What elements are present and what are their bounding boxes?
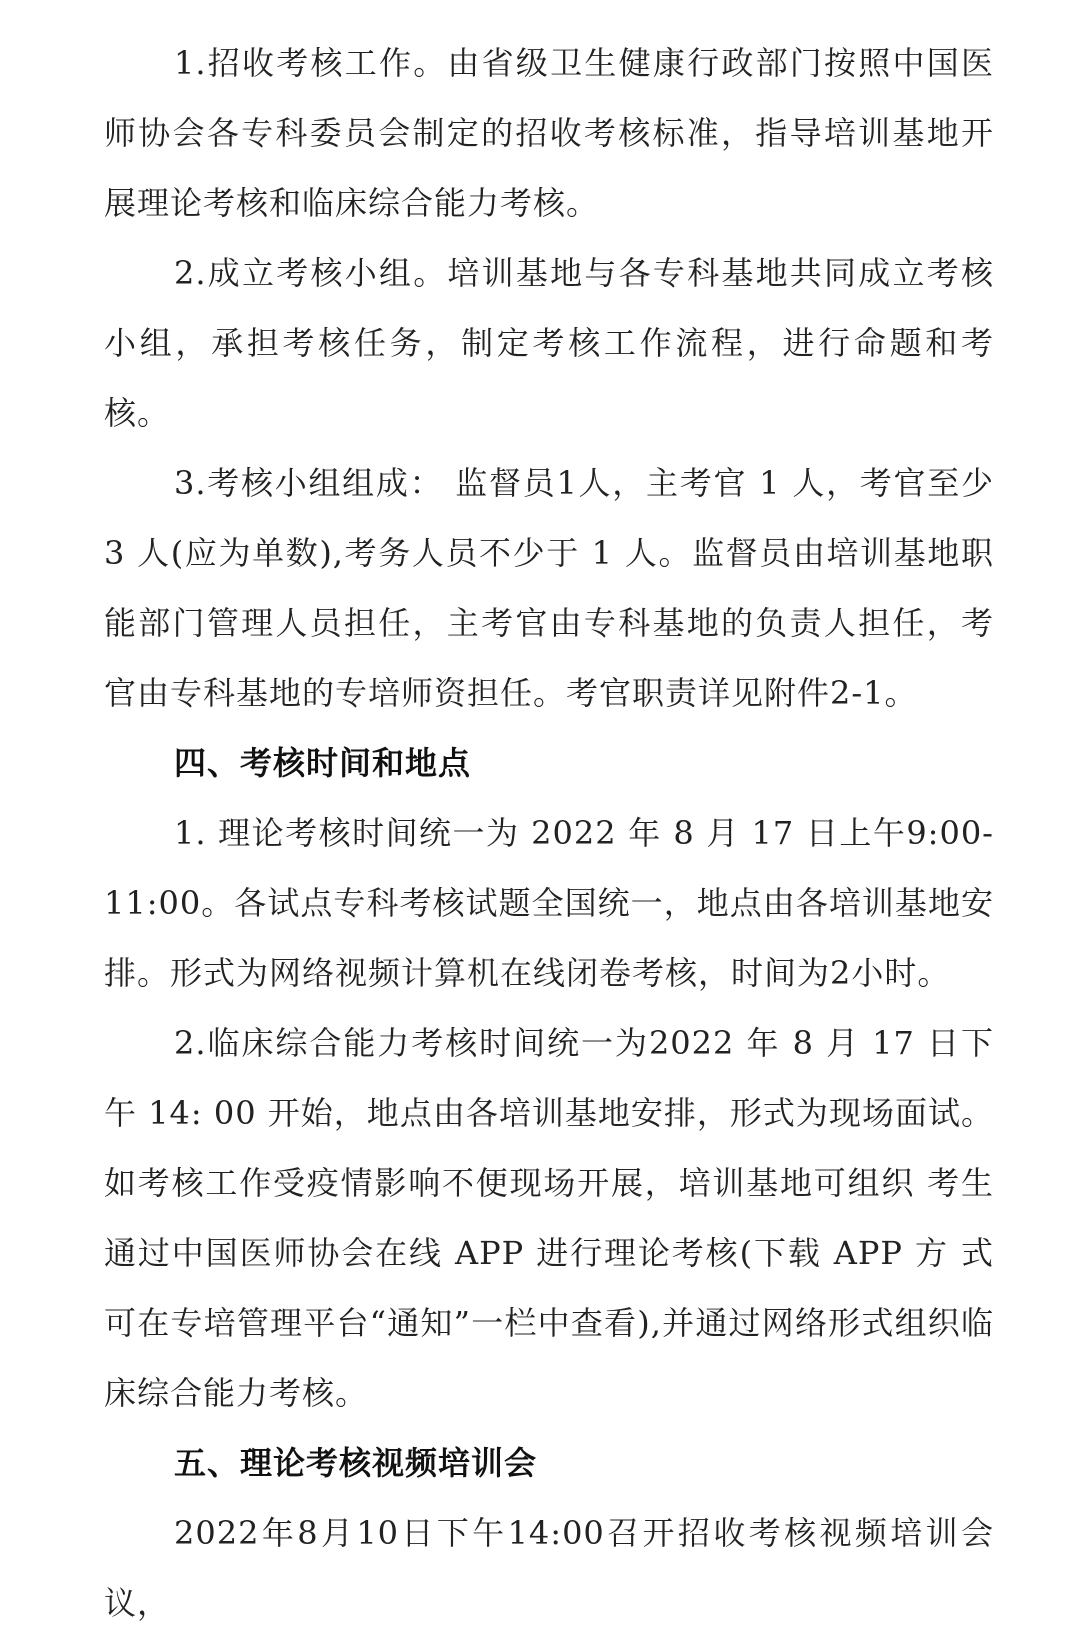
paragraph-recruitment-exam-work: 1.招收考核工作。由省级卫生健康行政部门按照中国医师协会各专科委员会制定的招收考核标准，指导培训基地开展理论考核和临床综合能力考核。	[104, 44, 994, 222]
paragraph-establish-exam-group: 2.成立考核小组。培训基地与各专科基地共同成立考核小组，承担考核任务，制定考核工作流程，进行命题和考核。	[104, 254, 994, 432]
section-heading-video-training: 五、理论考核视频培训会	[174, 1444, 538, 1482]
section-heading-time-and-place: 四、考核时间和地点	[174, 744, 472, 782]
document-body	[104, 28, 994, 1638]
paragraph-exam-group-composition: 3.考核小组组成： 监督员1人，主考官 1 人，考官至少 3 人(应为单数),考务人员不少于 1 人。监督员由培训基地职能部门管理人员担任，主考官由专科基地的负责人担任，考官由专科基地的专培师资担任。考官职责详见附件2-1。	[104, 464, 994, 712]
paragraph-theory-exam-time: 1. 理论考核时间统一为 2022 年 8 月 17 日上午9:00-11:00。各试点专科考核试题全国统一，地点由各培训基地安排。形式为网络视频计算机在线闭卷考核，时间为2小时。	[104, 814, 994, 992]
paragraph-clinical-exam-time: 2.临床综合能力考核时间统一为2022 年 8 月 17 日下午 14: 00 开始，地点由各培训基地安排，形式为现场面试。如考核工作受疫情影响不便现场开展，培训基地可组织 考生通过中国医师协会在线 APP 进行理论考核(下载 APP 方 式可在专培管理平台“通知”一栏中查看),并通过网络形式组织临床综合能力考核。	[104, 1024, 994, 1412]
paragraph-video-training-meeting: 2022年8月10日下午14:00召开招收考核视频培训会议，	[104, 1514, 994, 1622]
